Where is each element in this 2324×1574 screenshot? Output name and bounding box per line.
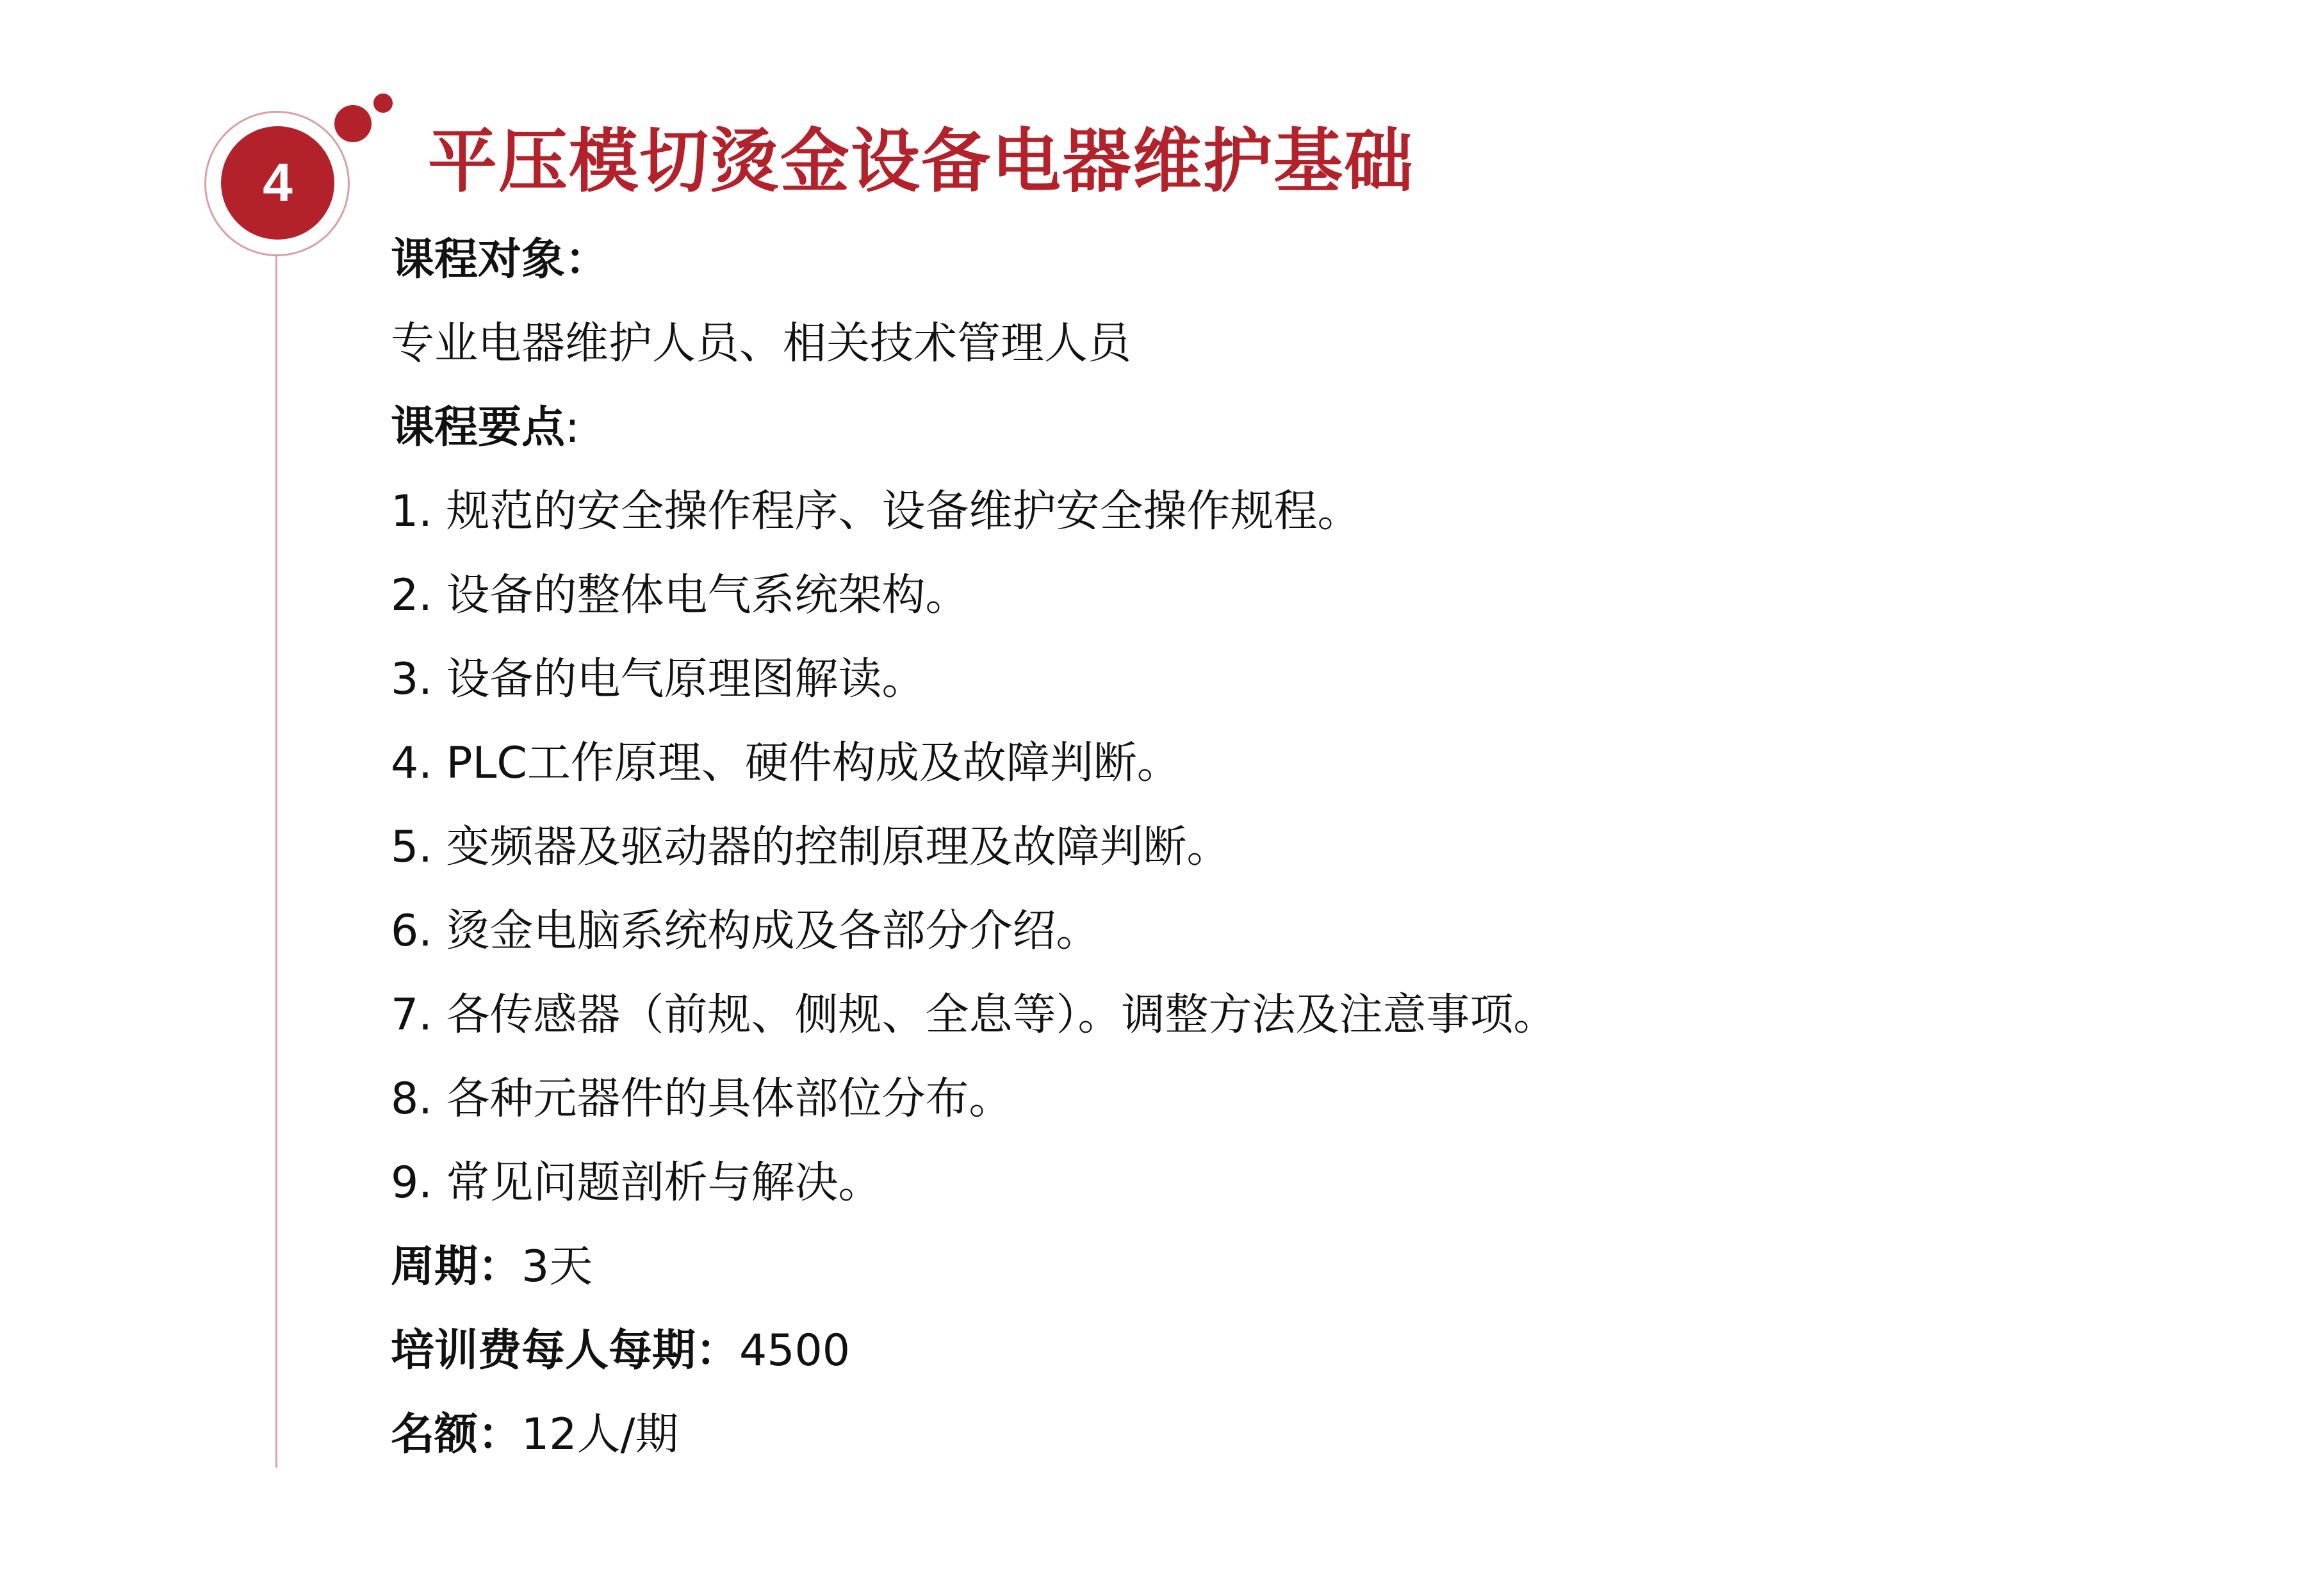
list-item: 5. 变频器及驱动器的控制原理及故障判断。	[391, 822, 1231, 873]
list-item: 9. 常见问题剖析与解决。	[391, 1158, 882, 1208]
list-item: 8. 各种元器件的具体部位分布。	[391, 1074, 1013, 1124]
section-number-badge: 4	[221, 126, 334, 240]
list-item: 2. 设备的整体电气系统架构。	[391, 570, 969, 621]
course-target-label: 课程对象：	[391, 234, 609, 285]
period-row	[391, 1225, 2248, 1309]
list-item: 3. 设备的电气原理图解读。	[391, 654, 926, 705]
decorative-dot-large	[334, 105, 372, 142]
list-item: 7. 各传感器（前规、侧规、全息等）。调整方法及注意事项。	[391, 990, 1557, 1040]
quota-label: 名额：	[391, 1409, 522, 1460]
quota-value: 12人/期	[521, 1409, 679, 1460]
list-item: 1. 规范的安全操作程序、设备维护安全操作规程。	[391, 486, 1361, 537]
course-points-heading	[391, 386, 2248, 470]
page-title: 平压模切烫金设备电器维护基础	[428, 122, 1415, 202]
list-item: 6. 烫金电脑系统构成及各部分介绍。	[391, 906, 1100, 956]
course-points-list	[391, 470, 2248, 1225]
course-target-heading	[391, 218, 2248, 302]
period-label: 周期：	[391, 1242, 522, 1292]
quota-row	[391, 1393, 2248, 1477]
timeline-line	[275, 255, 277, 1468]
fee-label: 培训费每人每期：	[391, 1325, 740, 1376]
course-points-label-suffix: :	[565, 402, 580, 453]
decorative-dot-small	[373, 94, 393, 113]
list-item: 4. PLC工作原理、硬件构成及故障判断。	[391, 738, 1181, 789]
course-target-value: 专业电器维护人员、相关技术管理人员	[391, 318, 1132, 369]
fee-row	[391, 1309, 2248, 1393]
course-points-label: 课程要点	[391, 402, 566, 453]
period-value: 3天	[521, 1242, 593, 1292]
course-details	[391, 218, 2248, 1477]
fee-value: 4500	[739, 1325, 851, 1376]
